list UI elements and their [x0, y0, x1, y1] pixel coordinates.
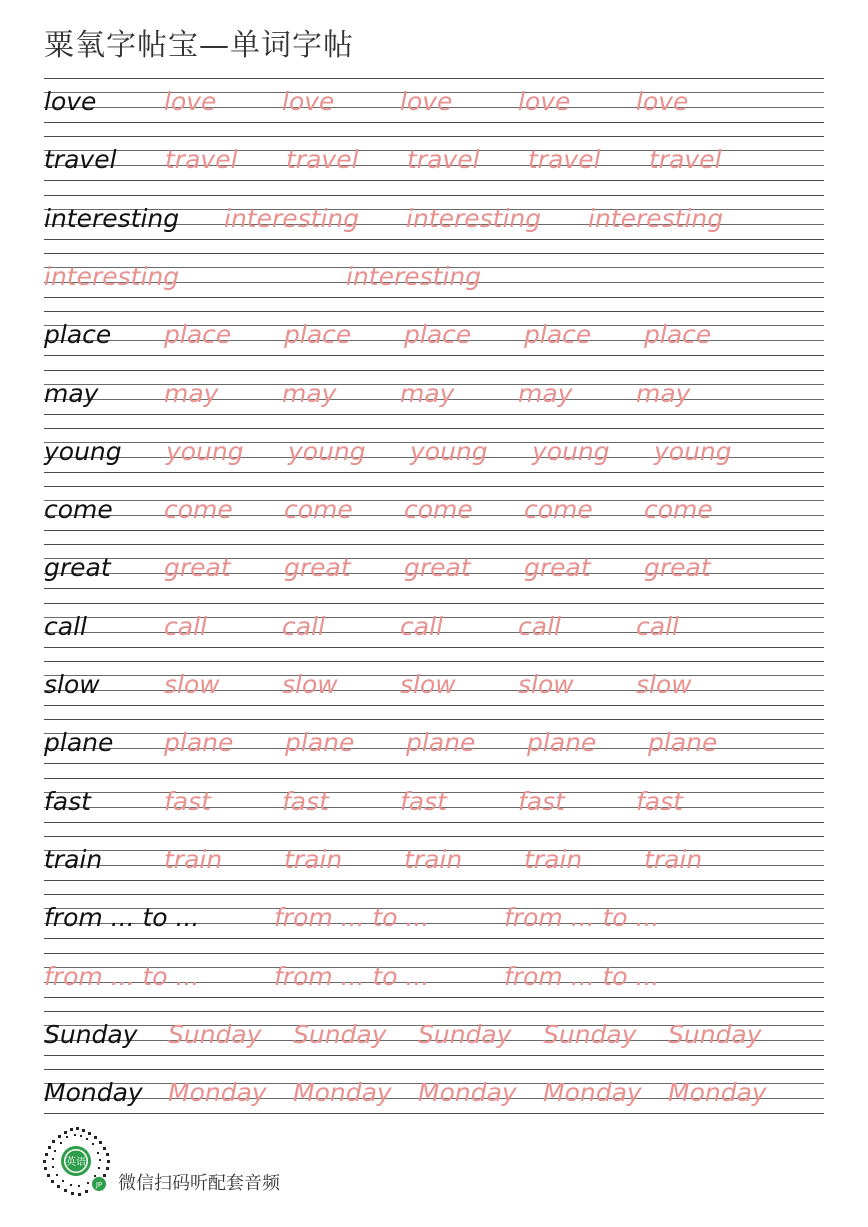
model-word: love — [44, 87, 97, 116]
ruling-line — [44, 195, 824, 196]
ruling-line — [44, 355, 824, 356]
model-word: plane — [44, 728, 114, 758]
model-word: come — [44, 495, 113, 525]
trace-word: may — [164, 378, 219, 408]
qr-corner-text: JP — [95, 1181, 103, 1189]
trace-word: plane — [648, 728, 718, 758]
trace-word: may — [636, 378, 691, 408]
trace-word: train — [404, 844, 463, 874]
practice-row — [44, 953, 824, 1011]
ruling-line — [44, 1069, 824, 1070]
trace-word: from ... to ... — [504, 961, 660, 991]
model-word: great — [44, 553, 111, 583]
practice-row — [44, 778, 824, 836]
trace-word: come — [404, 495, 473, 525]
trace-word: train — [164, 844, 223, 874]
trace-word: fast — [400, 786, 447, 816]
page-title: 粟氧字帖宝—单词字帖 — [44, 28, 354, 63]
ruling-line — [44, 1113, 824, 1114]
ruling-line — [44, 78, 824, 79]
ruling-line — [44, 297, 824, 298]
trace-word: travel — [407, 145, 480, 175]
trace-word: travel — [649, 145, 722, 175]
model-word: young — [44, 436, 122, 466]
model-word: Monday — [44, 1078, 143, 1108]
trace-word: Sunday — [543, 1019, 637, 1049]
trace-word: love — [636, 87, 689, 116]
ruling-line — [44, 836, 824, 837]
trace-word: young — [288, 436, 366, 466]
trace-word: interesting — [346, 261, 482, 291]
trace-word: Monday — [168, 1078, 267, 1108]
trace-word: may — [282, 378, 337, 408]
model-word: fast — [44, 786, 91, 816]
trace-word: come — [644, 495, 713, 525]
trace-word: great — [164, 553, 231, 583]
trace-word: love — [400, 87, 453, 116]
trace-word: fast — [518, 786, 565, 816]
model-word: train — [44, 844, 103, 874]
trace-word: place — [284, 320, 352, 350]
trace-word: from ... to ... — [44, 961, 200, 991]
trace-word: young — [410, 436, 488, 466]
trace-word: place — [644, 320, 712, 350]
trace-word: fast — [164, 786, 211, 816]
practice-row — [44, 894, 824, 952]
practice-row — [44, 253, 824, 311]
trace-word: Monday — [418, 1078, 517, 1108]
trace-word: fast — [282, 786, 329, 816]
ruling-line — [44, 1011, 824, 1012]
model-word: Sunday — [44, 1019, 138, 1049]
trace-word: fast — [636, 786, 683, 816]
ruling-line — [44, 763, 824, 764]
ruling-line — [44, 938, 824, 939]
ruling-line — [44, 1055, 824, 1056]
model-word: place — [44, 320, 112, 350]
ruling-line — [44, 719, 824, 720]
ruling-line — [44, 778, 824, 779]
trace-word: call — [518, 611, 561, 641]
trace-word: young — [166, 436, 244, 466]
ruling-line — [44, 311, 824, 312]
trace-word: great — [524, 553, 591, 583]
practice-row — [44, 136, 824, 194]
trace-word: interesting — [224, 203, 360, 233]
trace-word: from ... to ... — [274, 961, 430, 991]
trace-word: plane — [406, 728, 476, 758]
ruling-line — [44, 486, 824, 487]
trace-word: place — [404, 320, 472, 350]
trace-word: Monday — [543, 1078, 642, 1108]
trace-word: may — [518, 378, 573, 408]
ruling-line — [44, 997, 824, 998]
practice-row — [44, 486, 824, 544]
ruling-line — [44, 180, 824, 181]
trace-word: plane — [164, 728, 234, 758]
practice-row — [44, 603, 824, 661]
trace-word: call — [400, 611, 443, 641]
practice-row — [44, 661, 824, 719]
trace-word: love — [518, 87, 571, 116]
model-word: slow — [44, 670, 100, 699]
trace-word: young — [654, 436, 732, 466]
model-word: may — [44, 378, 99, 408]
trace-word: love — [164, 87, 217, 116]
trace-word: interesting — [44, 261, 180, 291]
trace-word: call — [636, 611, 679, 641]
trace-word: travel — [286, 145, 359, 175]
qr-code[interactable] — [40, 1126, 112, 1198]
trace-word: great — [644, 553, 711, 583]
trace-word: call — [164, 611, 207, 641]
trace-word: interesting — [588, 203, 724, 233]
trace-word: plane — [527, 728, 597, 758]
trace-word: Monday — [668, 1078, 767, 1108]
trace-word: Sunday — [418, 1019, 512, 1049]
model-word: from ... to ... — [44, 903, 200, 933]
ruling-line — [44, 414, 824, 415]
practice-row — [44, 836, 824, 894]
ruling-line — [44, 253, 824, 254]
trace-word: love — [282, 87, 335, 116]
trace-word: from ... to ... — [274, 903, 430, 933]
trace-word: travel — [528, 145, 601, 175]
practice-row — [44, 428, 824, 486]
qr-badge-text: 英语 — [66, 1157, 86, 1168]
ruling-line — [44, 880, 824, 881]
trace-word: place — [164, 320, 232, 350]
ruling-line — [44, 647, 824, 648]
trace-word: train — [644, 844, 703, 874]
ruling-line — [44, 530, 824, 531]
trace-word: slow — [164, 670, 220, 699]
trace-word: may — [400, 378, 455, 408]
trace-word: Monday — [293, 1078, 392, 1108]
trace-word: slow — [518, 670, 574, 699]
ruling-line — [44, 894, 824, 895]
practice-row — [44, 544, 824, 602]
ruling-line — [44, 661, 824, 662]
trace-word: slow — [636, 670, 692, 699]
trace-word: young — [532, 436, 610, 466]
ruling-line — [44, 588, 824, 589]
practice-row — [44, 195, 824, 253]
trace-word: great — [284, 553, 351, 583]
practice-row — [44, 370, 824, 428]
model-word: interesting — [44, 203, 180, 233]
ruling-line — [44, 544, 824, 545]
ruling-line — [44, 370, 824, 371]
trace-word: train — [524, 844, 583, 874]
trace-word: call — [282, 611, 325, 641]
trace-word: Sunday — [668, 1019, 762, 1049]
trace-word: come — [524, 495, 593, 525]
ruling-line — [44, 953, 824, 954]
trace-word: come — [284, 495, 353, 525]
ruling-line — [44, 239, 824, 240]
qr-code-icon — [40, 1126, 112, 1198]
trace-word: plane — [285, 728, 355, 758]
trace-word: slow — [400, 670, 456, 699]
trace-word: train — [284, 844, 343, 874]
trace-word: great — [404, 553, 471, 583]
trace-word: interesting — [406, 203, 542, 233]
trace-word: Sunday — [293, 1019, 387, 1049]
ruling-line — [44, 122, 824, 123]
trace-word: come — [164, 495, 233, 525]
trace-word: from ... to ... — [504, 903, 660, 933]
practice-row — [44, 719, 824, 777]
practice-row — [44, 311, 824, 369]
ruling-line — [44, 705, 824, 706]
ruling-line — [44, 603, 824, 604]
trace-word: slow — [282, 670, 338, 699]
ruling-line — [44, 136, 824, 137]
footer-audio-hint: 微信扫码听配套音频 — [118, 1173, 280, 1194]
practice-row — [44, 1011, 824, 1069]
trace-word: travel — [165, 145, 238, 175]
ruling-line — [44, 472, 824, 473]
model-word: call — [44, 611, 87, 641]
model-word: travel — [44, 145, 117, 175]
ruling-line — [44, 822, 824, 823]
practice-row — [44, 1069, 824, 1127]
ruling-line — [44, 428, 824, 429]
trace-word: Sunday — [168, 1019, 262, 1049]
trace-word: place — [524, 320, 592, 350]
practice-row — [44, 78, 824, 136]
